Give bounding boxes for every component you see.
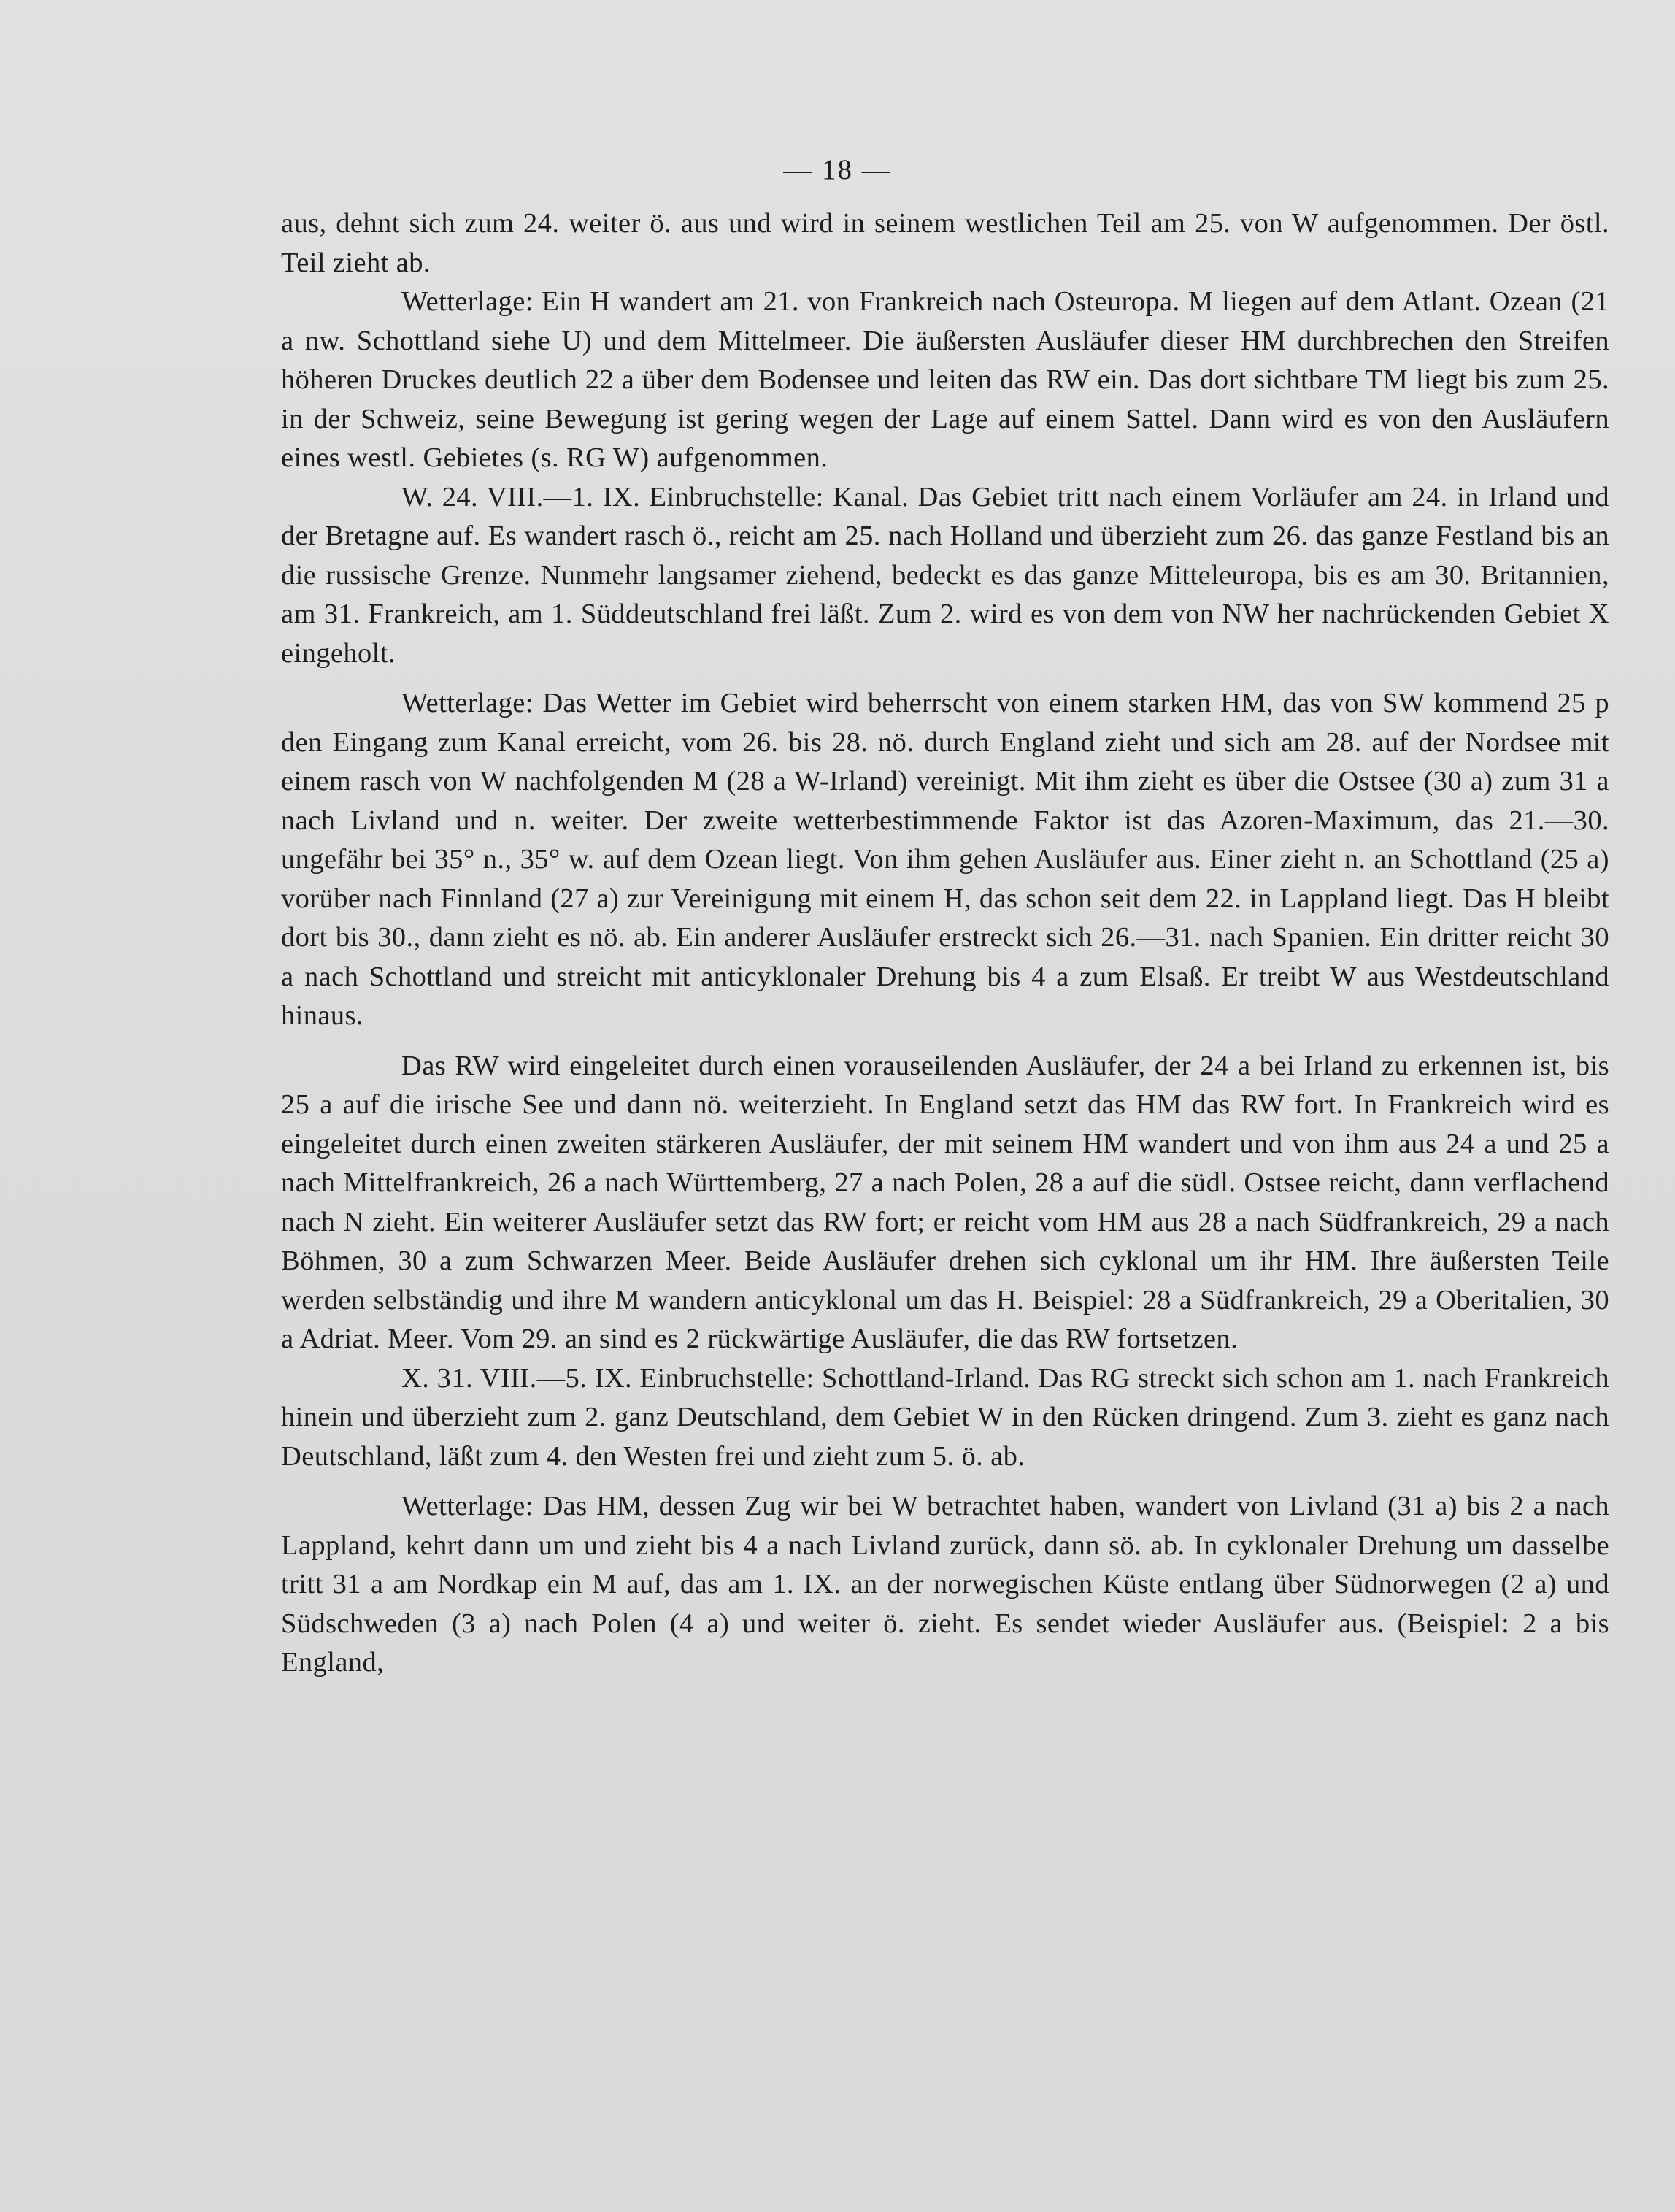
paragraph-continuation: aus, dehnt sich zum 24. weiter ö. aus und wird in seinem westlichen Teil am 25. von W aufgenommen. Der östl. Teil zieht ab.: [281, 208, 1609, 278]
paragraph-region-x: X. 31. VIII.—5. IX. Einbruchstelle: Schottland-Irland. Das RG streckt sich schon am 1. nach Frankreich hinein und überzieht zum 2. ganz Deutschland, dem Gebiet W in den Rücken dringend. Zum 3. zieht es ganz nach Deutschland, läßt zum 4. den Westen frei und zieht zum 5. ö. ab.: [281, 1362, 1609, 1472]
paragraph-wetterlage-x: Wetterlage: Das HM, dessen Zug wir bei W betrachtet haben, wandert von Livland (31 a) bis 2 a nach Lappland, kehrt dann um und zieht bis 4 a nach Livland zurück, dann sö. ab. In cyklonaler Drehung um dasselbe tritt 31 a am Nordkap ein M auf, das am 1. IX. an der norwegischen Küste entlang über Südnorwegen (2 a) und Südschweden (3 a) nach Polen (4 a) und weiter ö. zieht. Es sendet wieder Ausläufer aus. (Beispiel: 2 a bis England,: [281, 1491, 1609, 1678]
body-text: [281, 204, 1609, 1683]
paragraph-rw-w: Das RW wird eingeleitet durch einen vorauseilenden Ausläufer, der 24 a bei Irland zu erkennen ist, bis 25 a auf die irische See und dann nö. weiterzieht. In England setzt das HM das RW fort. In Frankreich wird es eingeleitet durch einen zweiten stärkeren Ausläufer, der mit seinem HM wandert und von ihm aus 24 a und 25 a nach Mittelfrankreich, 26 a nach Württemberg, 27 a nach Polen, 28 a auf die südl. Ostsee reicht, dann verflachend nach N zieht. Ein weiterer Ausläufer setzt das RW fort; er reicht vom HM aus 28 a nach Südfrankreich, 29 a nach Böhmen, 30 a zum Schwarzen Meer. Beide Ausläufer drehen sich cyklonal um ihr HM. Ihre äußersten Teile werden selbständig und ihre M wandern anticyklonal um das H. Beispiel: 28 a Südfrankreich, 29 a Oberitalien, 30 a Adriat. Meer. Vom 29. an sind es 2 rückwärtige Ausläufer, die das RW fortsetzen.: [281, 1050, 1609, 1354]
page-number: — 18 —: [783, 154, 892, 185]
paragraph-wetterlage-w: Wetterlage: Das Wetter im Gebiet wird beherrscht von einem starken HM, das von SW kommend 25 p den Eingang zum Kanal erreicht, vom 26. bis 28. nö. durch England zieht und sich am 28. auf der Nordsee mit einem rasch von W nachfolgenden M (28 a W-Irland) vereinigt. Mit ihm zieht es über die Ostsee (30 a) zum 31 a nach Livland und n. weiter. Der zweite wetterbestimmende Faktor ist das Azoren-Maximum, das 21.—30. ungefähr bei 35° n., 35° w. auf dem Ozean liegt. Von ihm gehen Ausläufer aus. Einer zieht n. an Schottland (25 a) vorüber nach Finnland (27 a) zur Vereinigung mit einem H, das schon seit dem 22. in Lappland liegt. Das H bleibt dort bis 30., dann zieht es nö. ab. Ein anderer Ausläufer erstreckt sich 26.—31. nach Spanien. Ein dritter reicht 30 a nach Schottland und streicht mit anticyklonaler Drehung bis 4 a zum Elsaß. Er treibt W aus Westdeutschland hinaus.: [281, 688, 1609, 1031]
paragraph-region-w: W. 24. VIII.—1. IX. Einbruchstelle: Kanal. Das Gebiet tritt nach einem Vorläufer am 24. in Irland und der Bretagne auf. Es wandert rasch ö., reicht am 25. nach Holland und überzieht zum 26. das ganze Festland bis an die russische Grenze. Nunmehr langsamer ziehend, bedeckt es das ganze Mitteleuropa, bis es am 30. Britannien, am 31. Frankreich, am 1. Süddeutschland frei läßt. Zum 2. wird es von dem von NW her nachrückenden Gebiet X eingeholt.: [281, 481, 1609, 669]
paragraph-wetterlage-v: Wetterlage: Ein H wandert am 21. von Frankreich nach Osteuropa. M liegen auf dem Atlant. Ozean (21 a nw. Schottland siehe U) und dem Mittelmeer. Die äußersten Ausläufer dieser HM durchbrechen den Streifen höheren Druckes deutlich 22 a über dem Bodensee und leiten das RW ein. Das dort sichtbare TM liegt bis zum 25. in der Schweiz, seine Bewegung ist gering wegen der Lage auf einem Sattel. Dann wird es von den Ausläufern eines westl. Gebietes (s. RG W) aufgenommen.: [281, 286, 1609, 473]
